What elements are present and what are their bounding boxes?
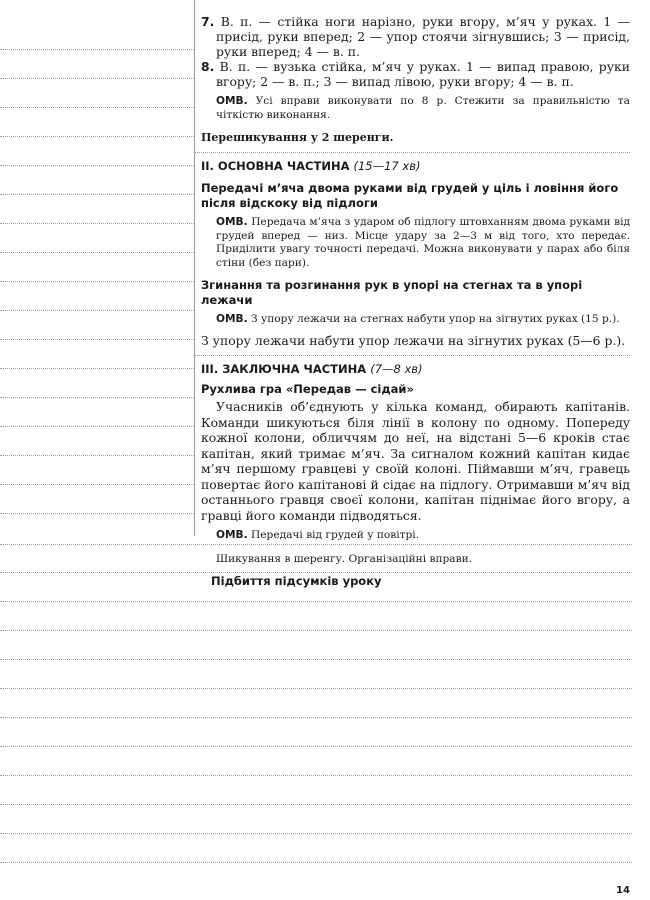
margin-line [0,281,194,282]
exercise-number: 8. [201,59,215,74]
section-title: III. ЗАКЛЮЧНА ЧАСТИНА [201,362,367,377]
page-number: 14 [616,885,630,896]
margin-line [0,426,194,427]
margin-line [0,397,194,398]
separator [194,152,630,153]
omv-note [201,529,630,543]
margin-line [0,223,194,224]
notes-line [0,746,632,747]
exercise-text: В. п. — вузька стійка, м’яч у руках. 1 — випад правою, руки вгору; 2 — в. п.; 3 — випад лівою, руки вгору; 4 — в. п. [216,59,630,89]
notes-line [0,862,632,863]
margin-divider [194,0,195,536]
exercise-text: В. п. — стійка ноги нарізно, руки вгору, м’яч у руках. 1 — присід, руки вперед; 2 — упор стоячи зігнувшись; 3 — присід, руки вперед; 4 — в. п. [216,14,630,59]
margin-line [0,252,194,253]
section-heading-main [201,159,630,173]
margin-line [0,310,194,311]
subheading-ball-passing: Передачі м’яча двома руками від грудей у ціль і ловіння його після відскоку від підлоги [201,181,619,210]
omv-note [201,95,630,122]
game-description: Учасників об’єднують у кілька команд, обирають капітанів. Команди шикуються біля лінії в колону по одному. Попереду кожної колони, обличчям до неї, на відстані 5—6 кроків стає капітан, який тримає м’яч. За сигналом кожний капітан кидає м’яч першому гравцеві у своїй колоні. Піймавши м’яч, гравець повертає його капітанові й сідає на підлогу. Отримавши м’яч від останнього гравця своєї колони, капітан піднімає його вгору, а гравці його команди підводяться. [201,399,630,523]
margin-line [0,484,194,485]
omv-tag: ОМВ. [216,529,248,542]
section-heading-final [201,362,630,376]
omv-text: Передача м’яча з ударом об підлогу штовханням двома руками від грудей вперед — низ. Місце удару за 2—3 м від того, хто передає. Приділити увагу точності передачі. Можна виконувати у парах або біля стіни (без пари). [216,216,630,269]
margin-line [0,455,194,456]
margin-line [0,513,194,514]
notes-line [0,775,632,776]
lesson-summary: Підбиття підсумків уроку [211,574,382,589]
margin-line [0,368,194,369]
omv-tag: ОМВ. [216,313,248,325]
section-title: II. ОСНОВНА ЧАСТИНА [201,159,350,173]
subheading-push-ups: Згинання та розгинання рук в упорі на стегнах та в упорі лежачи [201,278,583,307]
notes-line [0,804,632,805]
exercise-number: 7. [201,14,215,29]
section-time: (15—17 хв) [353,159,421,173]
margin-line [0,136,194,137]
omv-note [201,313,630,327]
margin-line [0,107,194,108]
omv-tag: ОМВ. [216,95,248,107]
exercise-item [201,14,630,59]
notes-line [0,659,632,660]
margin-line [0,49,194,50]
separator [194,355,630,356]
exercise-item [201,59,630,89]
omv-text: Усі вправи виконувати по 8 р. Стежити за правильністю та чіткістю виконання. [216,95,630,121]
notes-line [0,833,632,834]
notes-line [0,688,632,689]
lesson-content [201,14,630,589]
section-time: (7—8 хв) [370,362,423,377]
margin-line [0,339,194,340]
notes-line [0,601,632,602]
final-formation: Шикування в шеренгу. Організаційні вправи. [216,552,473,565]
omv-note [201,216,630,270]
omv-tag: ОМВ. [216,216,248,228]
reformation-text: Перешикування у 2 шеренги. [201,131,394,144]
push-up-instruction: З упору лежачи набути упор лежачи на зігнутих руках (5—6 р.). [201,332,626,348]
game-title: Рухлива гра «Передав — сідай» [201,382,414,397]
omv-text: Передачі від грудей у повітрі. [251,529,420,542]
margin-line [0,194,194,195]
notes-line [0,630,632,631]
margin-line [0,78,194,79]
margin-line [0,165,194,166]
omv-text: З упору лежачи на стегнах набути упор на зігнутих руках (15 р.). [251,313,620,325]
notes-line [0,717,632,718]
